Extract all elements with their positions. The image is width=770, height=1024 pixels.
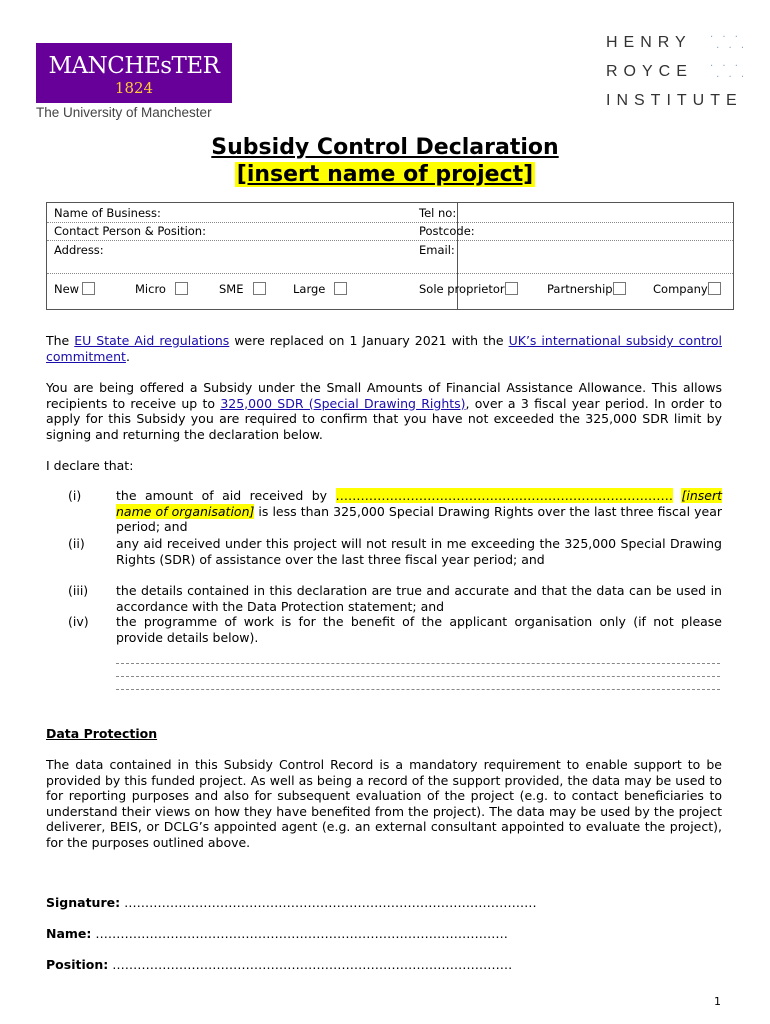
type-option-sole-proprietor bbox=[419, 282, 518, 296]
form-row-line bbox=[47, 222, 457, 223]
form-row-line bbox=[47, 240, 457, 241]
size-option-micro bbox=[135, 282, 188, 296]
form-row-line bbox=[458, 222, 733, 223]
size-option-large bbox=[293, 282, 347, 296]
name-field[interactable]: ……………………………………………………………………………………… bbox=[91, 926, 508, 941]
sole-proprietor-checkbox[interactable] bbox=[505, 282, 518, 295]
intro-text-end: . bbox=[125, 348, 130, 364]
size-option-new bbox=[54, 282, 95, 296]
eu-state-aid-link[interactable]: EU State Aid regulations bbox=[74, 333, 230, 348]
declaration-item-2: any aid received under this project will not result in me exceeding the 325,000 Special Drawing Rights (SDR) of assistance over the last three fiscal year period; and bbox=[116, 536, 722, 567]
item-1-text-start: the amount of aid received by bbox=[116, 488, 336, 503]
item-2-number: (ii) bbox=[68, 536, 85, 551]
offer-paragraph bbox=[46, 380, 722, 442]
logo-dots-icon: · · · · · · bbox=[710, 32, 748, 54]
type-option-sole-proprietor-label: Sole proprietor bbox=[419, 282, 505, 296]
logo-dots-icon: · · · · · · bbox=[710, 61, 748, 83]
henry-royce-line-1: HENRY bbox=[606, 34, 692, 51]
manchester-logo-wordmark: MANCHEsTER bbox=[48, 53, 220, 79]
type-option-partnership bbox=[547, 282, 626, 296]
sme-checkbox[interactable] bbox=[253, 282, 266, 295]
declare-heading: I declare that: bbox=[46, 458, 134, 473]
sdr-link[interactable]: 325,000 SDR (Special Drawing Rights) bbox=[220, 395, 466, 411]
signature-row bbox=[46, 895, 537, 910]
manchester-logo-year: 1824 bbox=[114, 79, 154, 97]
declaration-item-4: the programme of work is for the benefit of the applicant organisation only (if not please provide details below). bbox=[116, 614, 722, 645]
large-checkbox[interactable] bbox=[334, 282, 347, 295]
form-row-line bbox=[458, 273, 733, 274]
size-option-sme-label: SME bbox=[219, 282, 244, 296]
position-field[interactable]: …………………………………………………………………………………… bbox=[108, 957, 513, 972]
intro-text-start: The bbox=[46, 333, 75, 348]
type-option-company-label: Company bbox=[653, 282, 708, 296]
henry-royce-line-3: INSTITUTE bbox=[606, 92, 743, 109]
offer-text-end: , over a 3 fiscal year period. In order to apply for this Subsidy you are required to confirm that you have not exceeded the 325,000 SDR limit by signing and returning the declaration below. bbox=[46, 395, 722, 442]
partnership-checkbox[interactable] bbox=[613, 282, 626, 295]
form-row-line bbox=[458, 240, 733, 241]
position-label: Position: bbox=[46, 957, 109, 972]
position-row bbox=[46, 957, 512, 972]
address-label: Address: bbox=[54, 243, 104, 257]
name-row bbox=[46, 926, 508, 941]
item-1-number: (i) bbox=[68, 488, 82, 503]
organisation-dots-field[interactable]: ……………………………………………………………………… bbox=[335, 488, 674, 503]
email-label: Email: bbox=[419, 243, 455, 257]
manchester-logo-subtitle: The University of Manchester bbox=[36, 105, 212, 120]
size-option-sme bbox=[219, 282, 266, 296]
project-name-placeholder[interactable]: [insert name of project] bbox=[236, 162, 534, 187]
declaration-item-1 bbox=[116, 488, 722, 535]
data-protection-paragraph: The data contained in this Subsidy Control Record is a mandatory requirement to enable support to be provided by this funded project. As well as being a record of the support provided, the data may be used to for reporting purposes and also for subsequent evaluation of the project (e.g. to contact beneficiaries to understand their views on how they have benefited from the project). The data may be used by the project deliverer, BEIS, or DCLG’s appointed agent (e.g. an external consultant appointed to evaluate the project), for the purposes outlined above. bbox=[46, 757, 722, 850]
signature-field[interactable]: ……………………………………………………………………………………… bbox=[120, 895, 537, 910]
document-title: Subsidy Control Declaration bbox=[211, 135, 559, 160]
item-4-number: (iv) bbox=[68, 614, 89, 629]
henry-royce-line-2: ROYCE bbox=[606, 63, 693, 80]
micro-checkbox[interactable] bbox=[175, 282, 188, 295]
type-option-partnership-label: Partnership bbox=[547, 282, 613, 296]
form-row-line bbox=[47, 273, 457, 274]
intro-paragraph bbox=[46, 333, 722, 364]
size-option-new-label: New bbox=[54, 282, 80, 296]
size-option-micro-label: Micro bbox=[135, 282, 166, 296]
item-1-text-end: is less than 325,000 Special Drawing Rights over the last three fiscal year period; and bbox=[116, 503, 723, 534]
details-line-2[interactable] bbox=[116, 676, 720, 677]
organisation-name-placeholder[interactable]: [insert name of organisation] bbox=[116, 488, 722, 519]
item-3-number: (iii) bbox=[68, 583, 89, 598]
data-protection-heading: Data Protection bbox=[46, 726, 158, 741]
postcode-label: Postcode: bbox=[419, 224, 475, 238]
tel-label: Tel no: bbox=[419, 206, 457, 220]
company-checkbox[interactable] bbox=[708, 282, 721, 295]
offer-text-start: You are being offered a Subsidy under the Small Amounts of Financial Assistance Allowance. This allows recipients to receive up to bbox=[46, 380, 722, 411]
size-option-large-label: Large bbox=[293, 282, 326, 296]
signature-label: Signature: bbox=[46, 895, 121, 910]
details-line-3[interactable] bbox=[116, 689, 720, 690]
project-name-placeholder-wrap bbox=[0, 162, 770, 187]
business-name-label: Name of Business: bbox=[54, 206, 161, 220]
name-label: Name: bbox=[46, 926, 92, 941]
uk-subsidy-control-link[interactable]: UK’s international subsidy control commitment bbox=[46, 333, 722, 364]
new-checkbox[interactable] bbox=[82, 282, 95, 295]
manchester-logo bbox=[36, 43, 232, 103]
declaration-item-3: the details contained in this declaration are true and accurate and that the data can be used in accordance with the Data Protection statement; and bbox=[116, 583, 722, 614]
details-line-1[interactable] bbox=[116, 663, 720, 664]
page-number: 1 bbox=[714, 995, 721, 1008]
intro-text-middle: were replaced on 1 January 2021 with the bbox=[229, 333, 509, 348]
type-option-company bbox=[653, 282, 721, 296]
contact-person-label: Contact Person & Position: bbox=[54, 224, 206, 238]
business-details-form bbox=[46, 202, 734, 310]
